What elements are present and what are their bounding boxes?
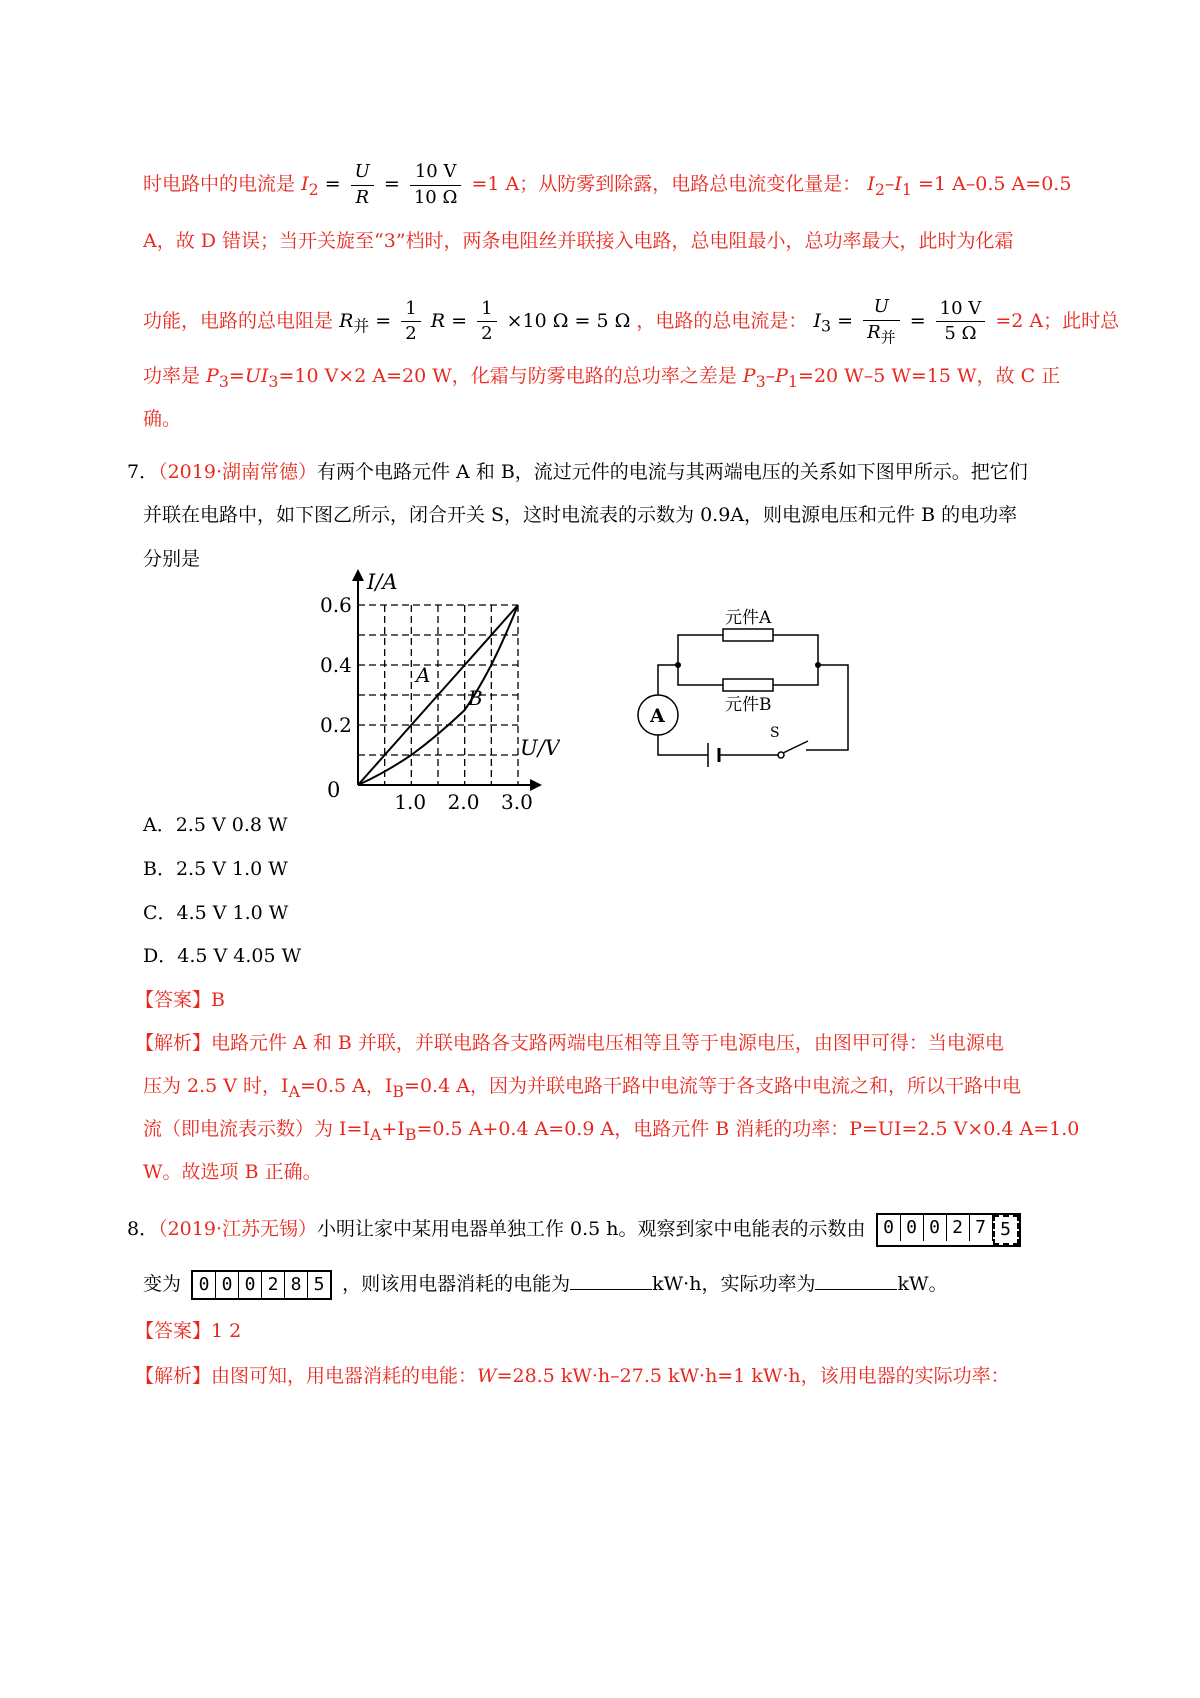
fraction-u-over-r: $\frac{U}{R}$ (351, 162, 374, 208)
switch-lever (783, 741, 808, 753)
series-a-label: A (416, 663, 431, 687)
blank-energy[interactable] (570, 1273, 652, 1290)
answer-7: 【答案】B (135, 989, 225, 1011)
option-b: B．2.5 V 1.0 W (143, 858, 288, 880)
fraction-half-1: $\frac{1}{2}$ (401, 299, 420, 345)
y-tick-label: 0.2 (320, 713, 352, 737)
x-axis-label: U/V (520, 736, 560, 760)
series-b-label: B (468, 686, 483, 710)
meter-digit: 5 (993, 1215, 1019, 1245)
meter-digit: 0 (193, 1272, 216, 1298)
switch-label: S (770, 725, 780, 741)
meter-digit: 0 (901, 1215, 924, 1241)
meter-digit: 2 (947, 1215, 970, 1241)
meter-digit: 8 (285, 1272, 308, 1298)
question-8-line-1: 8．（2019·江苏无锡）小明让家中某用电器单独工作 0.5 h。观察到家中电能表的示数由 0 0 0 2 7 5 (127, 1213, 1025, 1247)
explanation-line-2: A，故 D 错误；当开关旋至“3”档时，两条电阻丝并联接入电路，总电阻最小，总功率最大，此时为化霜 (143, 230, 1014, 252)
analysis-7-line-3: 流（即电流表示数）为 $I=I_A+I_B=0.5$ A+0.4 A=0.9 A，电路元件 B 消耗的功率：P=UI=2.5 V×0.4 A=1.0 (143, 1118, 1080, 1144)
answer-8: 【答案】1 2 (135, 1320, 242, 1342)
analysis-7-line-1: 【解析】电路元件 A 和 B 并联，并联电路各支路两端电压相等且等于电源电压，由图甲可得：当电源电 (135, 1032, 1004, 1054)
element-a-label: 元件A (725, 608, 772, 628)
y-tick-label: 0.6 (320, 593, 352, 617)
meter-digit: 7 (970, 1215, 993, 1241)
fraction-10v-over-10ohm: $\frac{10 V}{10 \Omega}$ (410, 162, 462, 208)
blank-power[interactable] (815, 1273, 897, 1290)
x-tick-label: 2.0 (447, 790, 480, 810)
option-d: D．4.5 V 4.05 W (143, 945, 302, 967)
element-b-resistor (723, 679, 773, 691)
explanation-line-3: 功能，电路的总电阻是 $R_并$ = $\frac{1}{2}$ R = $\frac{1}{2}$ ×10 Ω = 5 Ω ，电路的总电流是： $I_3$ = $\frac{U}{R_并}$ = $\frac{10 V}{5 \Omega}$ =2 A；此时总 (143, 296, 1120, 347)
option-c: C．4.5 V 1.0 W (143, 902, 289, 924)
option-a: A．2.5 V 0.8 W (143, 814, 288, 836)
meter-digit: 5 (313, 1274, 325, 1295)
ammeter-label: A (650, 705, 665, 727)
question-8-line-2: 变为 0 0 0 2 8 5 ，则该用电器消耗的电能为 kW·h，实际功率为 kW。 (143, 1270, 948, 1300)
left-wire-top (658, 665, 678, 695)
x-tick-label: 1.0 (394, 790, 427, 810)
question-7-line-2: 并联在电路中，如下图乙所示，闭合开关 S，这时电流表的示数为 0.9A，则电源电压和元件 B 的电功率 (143, 504, 1018, 526)
explanation-line-4: 功率是 $P_3=UI_3=10$ V×2 A=20 W，化霜与防雾电路的总功率之差是 $P_3-P_1=20$ W–5 W=15 W，故 C 正 (143, 365, 1061, 391)
question-7-line-3: 分别是 (143, 548, 201, 570)
circuit-diagram (628, 595, 853, 785)
left-wire-bottom (658, 735, 708, 755)
element-b-label: 元件B (725, 695, 772, 715)
right-wire (806, 665, 848, 750)
question-7-line-1: 7．（2019·湖南常德）有两个电路元件 A 和 B，流过元件的电流与其两端电压的关系如下图甲所示。把它们 (127, 461, 1028, 483)
meter-digit: 0 (216, 1272, 239, 1298)
meter-digit: 0 (924, 1215, 947, 1241)
y-axis-arrow (352, 569, 364, 581)
junction-left (675, 662, 681, 668)
x-tick-label: 3.0 (501, 790, 533, 810)
fraction-half-2: $\frac{1}{2}$ (477, 299, 496, 345)
fraction-10v-over-5ohm: $\frac{10 V}{5 \Omega}$ (936, 299, 986, 345)
meter-reading-before (876, 1213, 1021, 1247)
analysis-8-line-1: 【解析】由图可知，用电器消耗的电能：W=28.5 kW·h–27.5 kW·h=1 kW·h，该用电器的实际功率： (135, 1365, 1010, 1387)
origin-label: 0 (327, 778, 341, 802)
meter-digit: 0 (878, 1215, 901, 1241)
analysis-7-line-4: W。故选项 B 正确。 (143, 1161, 322, 1183)
y-tick-label: 0.4 (320, 653, 352, 677)
meter-digit: 2 (262, 1272, 285, 1298)
y-axis-label: I/A (367, 570, 398, 594)
element-a-resistor (723, 629, 773, 641)
fraction-u-over-r-par: $\frac{U}{R_并}$ (863, 297, 900, 347)
junction-right (815, 662, 821, 668)
iv-graph (320, 565, 560, 810)
meter-reading-after (191, 1270, 332, 1300)
explanation-line-5: 确。 (143, 408, 182, 430)
explanation-line-1: 时电路中的电流是 $I_2$ = $\frac{U}{R}$ = $\frac{10 V}{10 \Omega}$ =1 A；从防雾到除露，电路总电流变化量是： $I_2-I_1 =1$ A–0.5 A=0.5 (143, 161, 1072, 208)
meter-digit: 0 (239, 1272, 262, 1298)
analysis-7-line-2: 压为 2.5 V 时，$I_A=0.5$ A，$I_B=0.4$ A，因为并联电路干路中电流等于各支路中电流之和，所以干路中电 (143, 1075, 1021, 1101)
